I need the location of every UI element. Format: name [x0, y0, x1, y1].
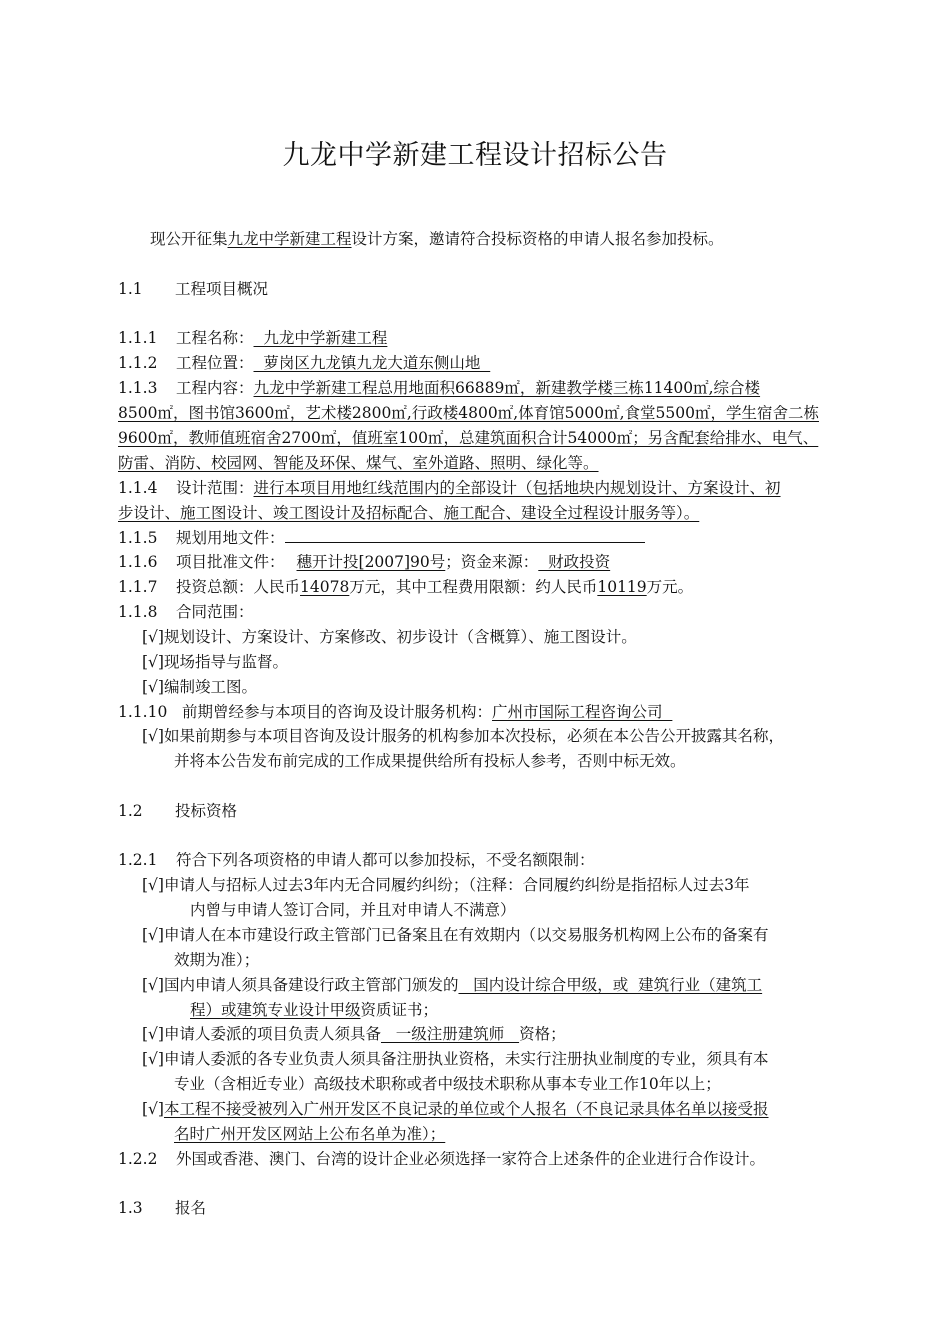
section-title: 工程项目概况 — [175, 280, 269, 298]
section-1-3-heading — [118, 1196, 206, 1220]
item-1-1-6 — [118, 550, 610, 574]
item-1-1-3 — [118, 376, 760, 400]
qualification-text: [√]国内申请人须具备建设行政主管部门颁发的 — [142, 976, 459, 994]
qualification-grade: 国内设计综合甲级，或 建筑行业（建筑工 — [458, 976, 763, 994]
qualification-text: 资质证书； — [360, 1001, 439, 1019]
qualification-item-cont: 效期为准）； — [174, 951, 260, 969]
section-number: 1.1 — [118, 280, 143, 298]
item-text: 符合下列各项资格的申请人都可以参加投标，不受名额限制： — [176, 851, 595, 869]
qualification-item — [142, 1097, 769, 1121]
qualification-item-cont: 内曾与申请人签订合同，并且对申请人不满意） — [190, 901, 516, 919]
item-1-1-10 — [118, 700, 672, 724]
cost-limit-label: 万元，其中工程费用限额：约人民币 — [349, 578, 598, 596]
qualification-item: [√]申请人在本市建设行政主管部门已备案且在有效期内（以交易服务机构网上公布的备案有 — [142, 926, 769, 944]
intro-paragraph — [150, 227, 724, 251]
item-number: 1.2.2 — [118, 1150, 158, 1168]
item-number: 1.1.2 — [118, 354, 158, 372]
section-1-2-heading — [118, 799, 237, 823]
item-number: 1.1.1 — [118, 329, 158, 347]
project-content-line: 8500㎡，图书馆3600㎡，艺术楼2800㎡,行政楼4800㎡,体育馆5000㎡,食堂5500㎡，学生宿舍二栋 — [118, 404, 819, 422]
item-1-1-7 — [118, 575, 693, 599]
unit-text: 万元。 — [646, 578, 694, 596]
item-number: 1.1.7 — [118, 578, 158, 596]
item-label: 工程名称： — [176, 329, 254, 347]
fund-source-value: 财政投资 — [538, 553, 611, 571]
section-number: 1.2 — [118, 802, 143, 820]
qualification-item-cont: 专业（含相近专业）高级技术职称或者中级技术职称从事本专业工作10年以上； — [174, 1075, 721, 1093]
item-number: 1.1.4 — [118, 479, 158, 497]
contract-scope-item: [√]编制竣工图。 — [142, 678, 257, 696]
item-number: 1.2.1 — [118, 851, 158, 869]
item-1-2-1 — [118, 848, 595, 872]
bad-record-rule: 本工程不接受被列入广州开发区不良记录的单位或个人报名（不良记录具体名单以接受报 — [163, 1100, 769, 1118]
project-content-line: 9600㎡，教师值班宿舍2700㎡，值班室100㎡，总建筑面积合计54000㎡；另含配套给排水、电气、 — [118, 429, 819, 447]
item-label: 工程位置： — [176, 354, 254, 372]
disclosure-note-cont: 并将本公告发布前完成的工作成果提供给所有投标人参考，否则中标无效。 — [174, 752, 686, 770]
item-number: 1.1.8 — [118, 603, 158, 621]
item-1-1-8 — [118, 600, 254, 624]
item-number: 1.1.6 — [118, 553, 158, 571]
item-1-1-5 — [118, 526, 645, 550]
qualification-item-cont — [190, 998, 438, 1022]
bad-record-rule-cont: 名时广州开发区网站上公布名单为准）； — [174, 1125, 446, 1143]
contract-scope-item: [√]规划设计、方案设计、方案修改、初步设计（含概算）、施工图设计。 — [142, 628, 637, 646]
qualification-item — [142, 1022, 566, 1046]
item-1-1-1 — [118, 326, 387, 350]
section-title: 报名 — [175, 1199, 207, 1217]
section-title: 投标资格 — [175, 802, 238, 820]
item-label: 规划用地文件： — [176, 529, 285, 547]
qualification-item — [142, 973, 762, 997]
contract-scope-item: [√]现场指导与监督。 — [142, 653, 288, 671]
qualification-item: [√]申请人与招标人过去3年内无合同履约纠纷；（注释：合同履约纠纷是指招标人过去3年 — [142, 876, 750, 894]
design-scope-line: 步设计、施工图设计、竣工图设计及招标配合、施工配合、建设全过程设计服务等）。 — [118, 504, 700, 522]
design-scope-line: 进行本项目用地红线范围内的全部设计（包括地块内规划设计、方案设计、初 — [253, 479, 781, 497]
qualification-item: [√]申请人委派的各专业负责人须具备注册执业资格，未实行注册执业制度的专业，须具有本 — [142, 1050, 769, 1068]
item-1-1-4 — [118, 476, 781, 500]
project-leader-qualification: 一级注册建筑师 — [380, 1025, 520, 1043]
qualification-text: 资格； — [519, 1025, 566, 1043]
project-content-line: 九龙中学新建工程总用地面积66889㎡，新建教学楼三栋11400㎡,综合楼 — [253, 379, 761, 397]
planning-file-blank — [285, 528, 645, 543]
qualification-text: [√]申请人委派的项目负责人须具备 — [142, 1025, 381, 1043]
item-label: 合同范围： — [176, 603, 254, 621]
item-label: 项目批准文件： — [176, 553, 285, 571]
intro-project-name: 九龙中学新建工程 — [227, 230, 352, 248]
item-label: 工程内容： — [176, 379, 254, 397]
intro-text: 现公开征集 — [150, 230, 228, 248]
approval-number: 穗开计投[2007]90号 — [296, 553, 446, 571]
disclosure-note: [√]如果前期参与本项目咨询及设计服务的机构参加本次投标，必须在本公告公开披露其名称， — [142, 727, 784, 745]
consulting-org: 广州市国际工程咨询公司 — [492, 703, 673, 721]
investment-total: 14078 — [300, 578, 350, 596]
cost-limit-value: 10119 — [597, 578, 647, 596]
project-content-line: 防雷、消防、校园网、智能及环保、煤气、室外道路、照明、绿化等。 — [118, 454, 599, 472]
qualification-grade: 程）或建筑专业设计甲级 — [190, 1001, 361, 1019]
section-1-1-heading — [118, 277, 268, 301]
project-name-value: 九龙中学新建工程 — [253, 329, 388, 347]
fund-source-label: ；资金来源： — [445, 553, 539, 571]
project-location-value: 萝岗区九龙镇九龙大道东侧山地 — [253, 354, 491, 372]
section-number: 1.3 — [118, 1199, 143, 1217]
investment-label: 投资总额：人民币 — [176, 578, 301, 596]
item-1-2-2 — [118, 1147, 765, 1171]
item-number: 1.1.10 — [118, 703, 168, 721]
item-label: 前期曾经参与本项目的咨询及设计服务机构： — [182, 703, 493, 721]
intro-text-end: 设计方案，邀请符合投标资格的申请人报名参加投标。 — [351, 230, 724, 248]
item-1-1-2 — [118, 351, 490, 375]
item-number: 1.1.3 — [118, 379, 158, 397]
page-title: 九龙中学新建工程设计招标公告 — [282, 140, 668, 171]
checkbox-mark: [√] — [142, 1100, 164, 1118]
item-label: 设计范围： — [176, 479, 254, 497]
item-text: 外国或香港、澳门、台湾的设计企业必须选择一家符合上述条件的企业进行合作设计。 — [176, 1150, 766, 1168]
item-number: 1.1.5 — [118, 529, 158, 547]
